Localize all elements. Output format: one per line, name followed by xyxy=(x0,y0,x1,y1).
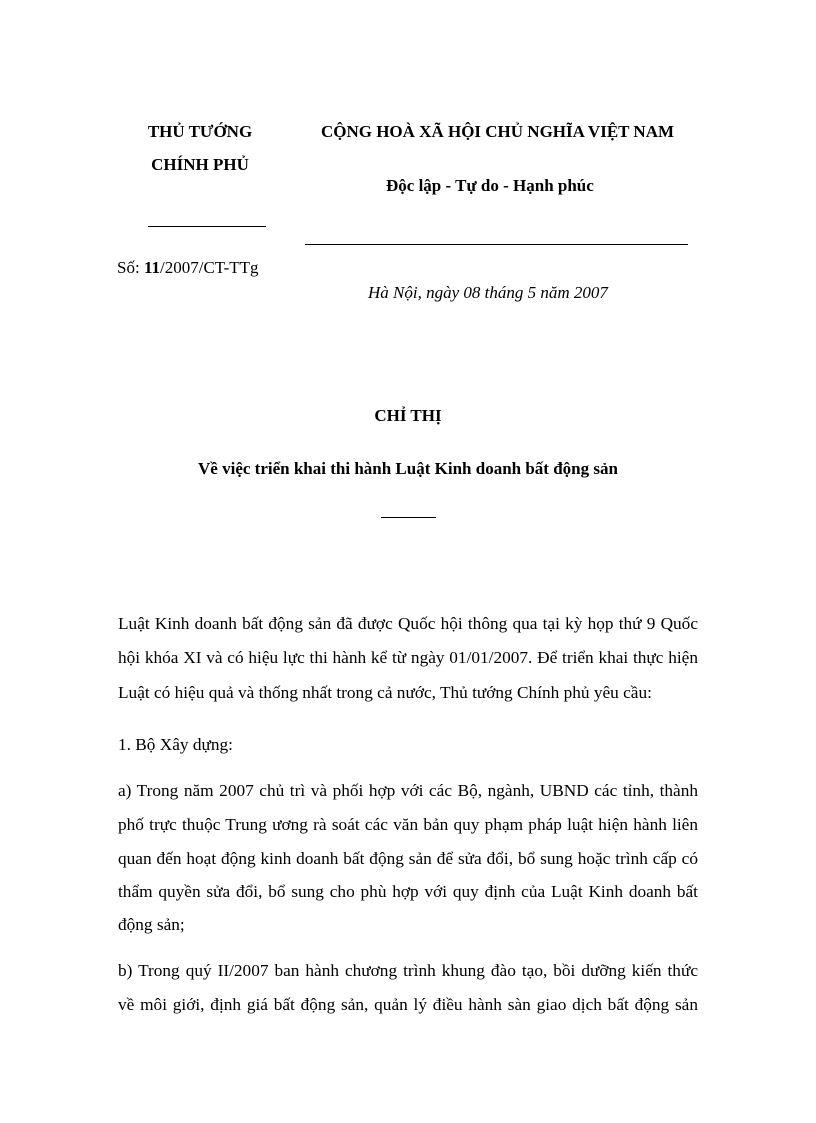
authority-line-1: THỦ TƯỚNG xyxy=(147,122,253,141)
intro-line-3: Luật có hiệu quả và thống nhất trong cả nước, Thủ tướng Chính phủ yêu cầu: xyxy=(118,683,652,702)
authority-line-2: CHÍNH PHỦ xyxy=(151,155,249,174)
place-date: Hà Nội, ngày 08 tháng 5 năm 2007 xyxy=(368,283,608,302)
item-a-line-1: a) Trong năm 2007 chủ trì và phối hợp với các Bộ, ngành, UBND các tỉnh, thành xyxy=(118,781,698,800)
item-a-line-2: phố trực thuộc Trung ương rà soát các văn bản quy phạm pháp luật hiện hành liên xyxy=(118,815,698,834)
item-a-line-3: quan đến hoạt động kinh doanh bất động sản để sửa đổi, bổ sung hoặc trình cấp có xyxy=(118,849,698,868)
motto: Độc lập - Tự do - Hạnh phúc xyxy=(386,176,594,195)
motto-underline xyxy=(305,244,688,245)
item-b-line-2: về môi giới, định giá bất động sản, quản lý điều hành sàn giao dịch bất động sản xyxy=(118,995,698,1014)
document-subject: Về việc triển khai thi hành Luật Kinh doanh bất động sản xyxy=(198,459,618,478)
section-1-heading: 1. Bộ Xây dựng: xyxy=(118,735,233,754)
item-b-line-1: b) Trong quý II/2007 ban hành chương trình khung đào tạo, bồi dưỡng kiến thức xyxy=(118,961,698,980)
intro-line-1: Luật Kinh doanh bất động sản đã được Quốc hội thông qua tại kỳ họp thứ 9 Quốc xyxy=(118,614,698,633)
title-divider xyxy=(381,517,436,518)
item-a-line-5: động sản; xyxy=(118,915,185,934)
document-number xyxy=(117,258,259,278)
number-suffix: /2007/CT-TTg xyxy=(160,258,259,277)
intro-line-2: hội khóa XI và có hiệu lực thi hành kể từ ngày 01/01/2007. Để triển khai thực hiện xyxy=(118,648,698,667)
document-type: CHỈ THỊ xyxy=(374,406,442,425)
number-bold: 11 xyxy=(143,258,160,277)
authority-underline xyxy=(148,226,266,227)
number-prefix: Số: xyxy=(117,258,144,277)
country-name: CỘNG HOÀ XÃ HỘI CHỦ NGHĨA VIỆT NAM xyxy=(320,122,675,141)
item-a-line-4: thẩm quyền sửa đổi, bổ sung cho phù hợp với quy định của Luật Kinh doanh bất xyxy=(118,882,698,901)
